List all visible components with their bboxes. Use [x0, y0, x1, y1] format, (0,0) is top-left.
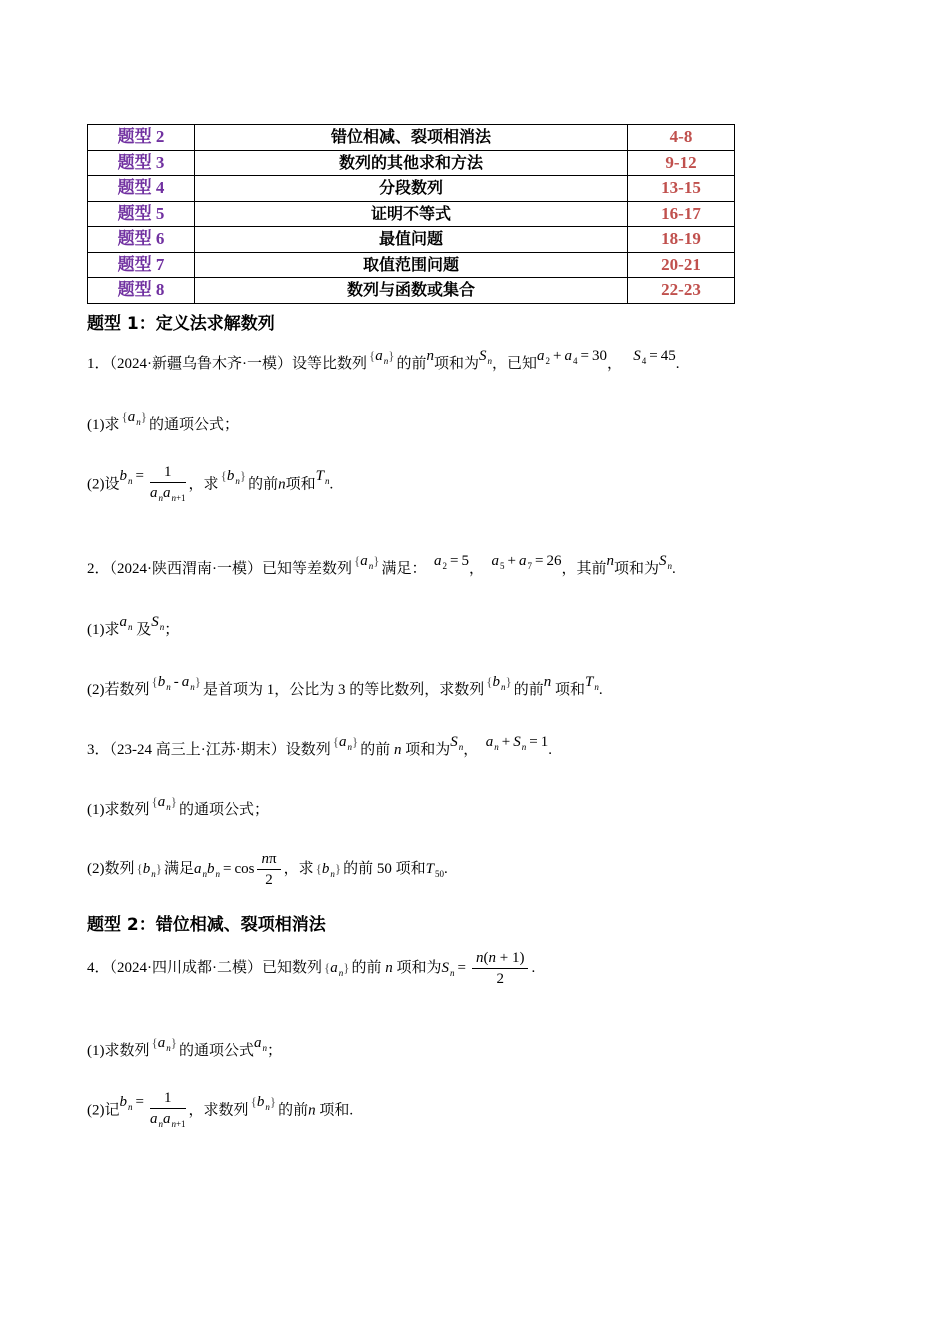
topic-type: 题型 5: [88, 201, 195, 227]
topic-row: [88, 176, 735, 202]
topic-type: 题型 4: [88, 176, 195, 202]
section-heading-2: 题型 2：错位相减、裂项相消法: [87, 915, 326, 935]
topic-row: [88, 201, 735, 227]
topic-name: 最值问题: [195, 227, 628, 253]
topic-pages: 4-8: [628, 125, 735, 151]
topic-row: [88, 252, 735, 278]
question-4-part-1: (1)求数列$\{a_n\}$的通项公式$a_n$；: [87, 1035, 283, 1059]
topic-name: 错位相减、裂项相消法: [195, 125, 628, 151]
question-4-part-2: (2)记$b_n$ = $\frac{1}{a_na_{n+1}}$ ，求数列$\{b_n\}$的前n 项和.: [87, 1090, 354, 1129]
topic-row: [88, 125, 735, 151]
topic-name: 证明不等式: [195, 201, 628, 227]
topic-pages: 9-12: [628, 150, 735, 176]
topic-name: 取值范围问题: [195, 252, 628, 278]
topic-pages: 20-21: [628, 252, 735, 278]
topic-type: 题型 3: [88, 150, 195, 176]
topic-table: [87, 124, 735, 304]
question-2-part-2: (2)若数列$\{b_n - a_n\}$是首项为 1，公比为 3 的等比数列，求数列$\{b_n\}$的前n 项和$T_n$.: [87, 674, 603, 698]
topic-row: [88, 278, 735, 304]
topic-type: 题型 8: [88, 278, 195, 304]
question-3: 3．（23-24 高三上·江苏·期末）设数列$\{a_n\}$的前 n 项和为$S_n$， $a_n + S_n = 1$.: [87, 734, 552, 758]
question-3-part-1: (1)求数列$\{a_n\}$的通项公式；: [87, 794, 270, 818]
question-2: 2．（2024·陕西渭南·一模）已知等差数列$\{a_n\}$满足： $a_2 = 5$， $a_5 + a_7 = 26$，其前n项和为$S_n$.: [87, 553, 676, 577]
topic-type: 题型 6: [88, 227, 195, 253]
topic-pages: 22-23: [628, 278, 735, 304]
topic-pages: 16-17: [628, 201, 735, 227]
topic-row: [88, 150, 735, 176]
topic-name: 数列与函数或集合: [195, 278, 628, 304]
topic-type: 题型 7: [88, 252, 195, 278]
section-heading-1: 题型 1：定义法求解数列: [87, 314, 275, 334]
question-1-part-2: (2)设$b_n$ = $\frac{1}{a_na_{n+1}}$ ，求$\{b_n\}$的前n项和$T_n$.: [87, 464, 334, 503]
question-2-part-1: (1)求$a_n$ 及$S_n$；: [87, 614, 180, 638]
question-1: 1．（2024·新疆乌鲁木齐·一模）设等比数列$\{a_n\}$的前n项和为$S_n$，已知$a_2 + a_4 = 30$， $S_4 = 45$.: [87, 348, 680, 372]
topic-pages: 18-19: [628, 227, 735, 253]
topic-name: 数列的其他求和方法: [195, 150, 628, 176]
question-3-part-2: (2)数列 $\{b_n\}$ 满足$a_nb_n = \cos$ $\frac{n\pi}{2}$ ，求 $\{b_n\}$ 的前 50 项和$T_{50}$.: [87, 851, 448, 888]
question-4: 4．（2024·四川成都·二模）已知数列 $\{a_n\}$ 的前 n 项和为$S_n$ = $\frac{n(n + 1)}{2}$ .: [87, 950, 536, 987]
question-1-part-1: (1)求$\{a_n\}$的通项公式；: [87, 409, 240, 433]
topic-type: 题型 2: [88, 125, 195, 151]
topic-row: [88, 227, 735, 253]
topic-pages: 13-15: [628, 176, 735, 202]
topic-name: 分段数列: [195, 176, 628, 202]
